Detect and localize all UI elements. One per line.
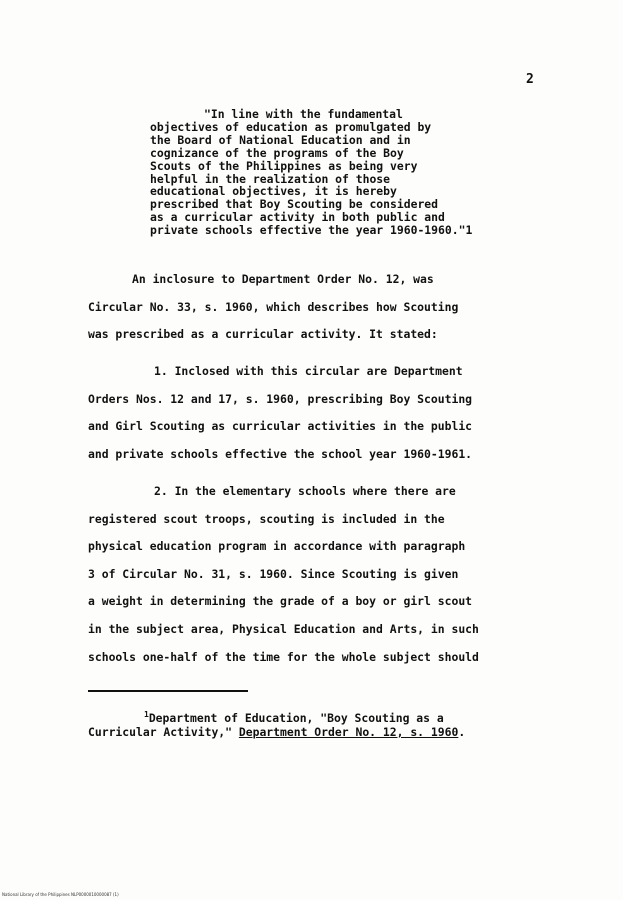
- paragraph-line: and Girl Scouting as curricular activities in the public: [88, 419, 473, 434]
- paragraph-item-2: [88, 478, 548, 671]
- paragraph-line: Orders Nos. 12 and 17, s. 1960, prescribing Boy Scouting: [88, 391, 473, 406]
- paragraph-line: physical education program in accordance with paragraph: [88, 539, 466, 554]
- quote-line: Scouts of the Philippines as being very: [150, 158, 418, 173]
- block-quote: [150, 108, 530, 237]
- quote-line: educational objectives, it is hereby: [150, 184, 397, 199]
- paragraph-line: a weight in determining the grade of a boy or girl scout: [88, 594, 473, 609]
- paragraph-line: 3 of Circular No. 31, s. 1960. Since Scouting is given: [88, 566, 459, 581]
- paragraph-item-1: [88, 358, 548, 468]
- quote-line: helpful in the realization of those: [150, 171, 391, 186]
- quote-line: prescribed that Boy Scouting be considered: [150, 197, 439, 212]
- paragraph-line: 1. Inclosed with this circular are Department: [154, 364, 463, 378]
- paragraph-line: schools one-half of the time for the whole subject should: [88, 649, 479, 664]
- paragraph-line: was prescribed as a curricular activity. It stated:: [88, 327, 438, 342]
- quote-line: the Board of National Education and in: [150, 132, 411, 147]
- page-number: 2: [526, 72, 534, 87]
- quote-line: cognizance of the programs of the Boy: [150, 145, 404, 160]
- paragraph-inclosure: [88, 266, 548, 349]
- paragraph-line: registered scout troops, scouting is included in the: [88, 511, 445, 526]
- quote-line: objectives of education as promulgated by: [150, 119, 432, 134]
- footnote: [88, 708, 548, 739]
- paragraph-line: Circular No. 33, s. 1960, which describes how Scouting: [88, 299, 459, 314]
- footnote-divider: [88, 690, 248, 692]
- footnote-text: Curricular Activity,": [88, 724, 239, 739]
- footnote-marker: 1: [144, 710, 149, 719]
- footnote-text: Department of Education, "Boy Scouting as a: [148, 710, 444, 725]
- quote-line: "In line with the fundamental: [204, 107, 403, 121]
- paragraph-line: and private schools effective the school year 1960-1961.: [88, 446, 473, 461]
- paragraph-line: in the subject area, Physical Education and Arts, in such: [88, 621, 479, 636]
- footnote-text: .: [458, 724, 466, 739]
- quote-line: private schools effective the year 1960-1960."1: [150, 223, 473, 238]
- paragraph-line: 2. In the elementary schools where there are: [154, 484, 456, 498]
- archive-stamp: National Library of the Philippines NLP0000010000087 (1): [2, 892, 119, 897]
- footnote-line-2: [88, 725, 548, 739]
- footnote-citation: Department Order No. 12, s. 1960: [238, 724, 459, 739]
- paragraph-line: An inclosure to Department Order No. 12, was: [132, 272, 434, 286]
- footnote-line-1: [88, 708, 548, 725]
- quote-line: as a curricular activity in both public and: [150, 210, 445, 225]
